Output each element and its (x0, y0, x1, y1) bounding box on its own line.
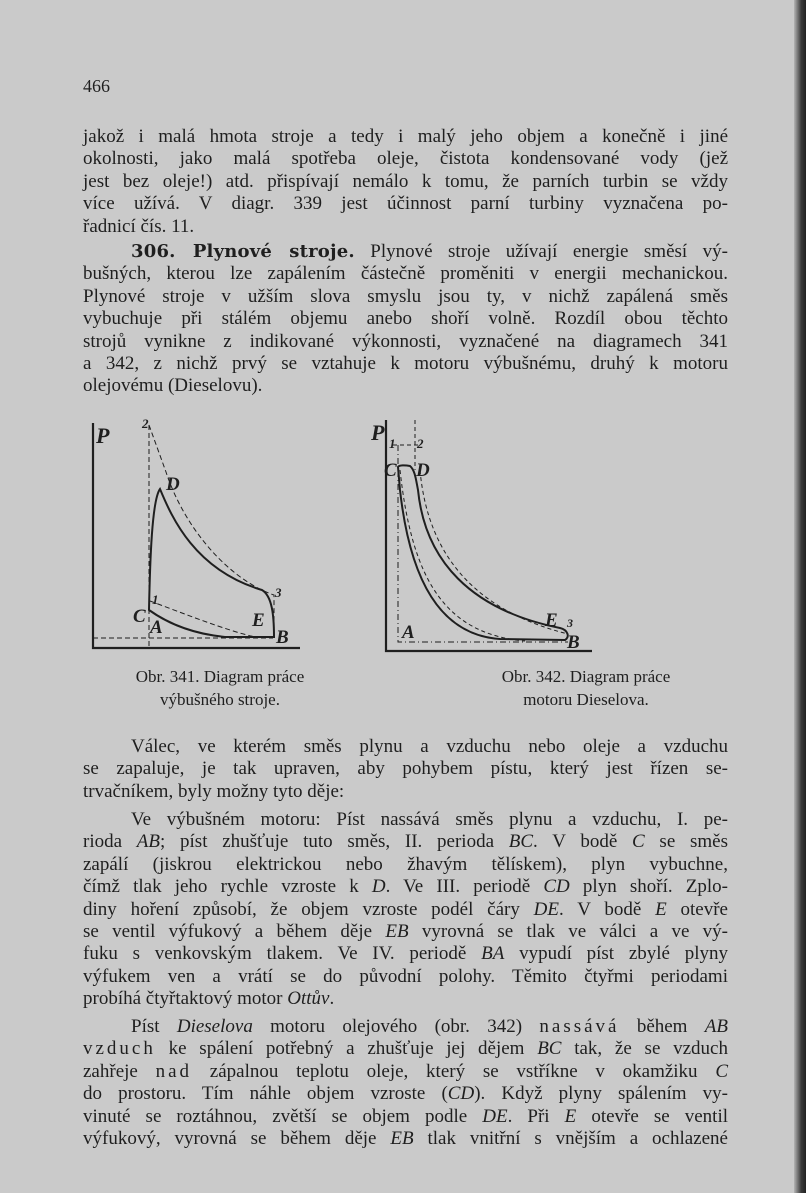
theoretical-compression (150, 601, 255, 637)
text-line (83, 831, 728, 853)
italic-run: Dieselova (176, 1016, 253, 1037)
text-line (83, 854, 728, 876)
text-run: Válec, ve kterém směs plynu a vzduchu nebo oleje a vzduchu (131, 736, 728, 757)
text-run: plyn shoří. Zplo- (569, 876, 728, 898)
spaced-run: nad (155, 1060, 193, 1082)
text-run: rioda (83, 831, 137, 853)
axes (386, 420, 592, 651)
text-line (83, 921, 728, 943)
text-run: . V bodě (533, 831, 632, 853)
text-run: ). Když plyny spálením vy- (474, 1083, 728, 1105)
text-run: vybuchuje při stálém objemu anebo shoří volně. Rozdíl obou těchto (83, 308, 728, 330)
text-run: trvačníkem, byly možny tyto děje: (83, 780, 345, 802)
italic-run: D (371, 876, 386, 898)
fig342-label-p: P (371, 420, 385, 445)
text-run: výfukový, vyrovná se během děje (83, 1128, 391, 1150)
text-run: zahřeje (83, 1060, 156, 1082)
text-run: tak, že se vzduch (561, 1038, 728, 1060)
text-run: zápalnou teplotu oleje, který se vstříkne v okamžiku (192, 1060, 716, 1082)
text-line (83, 899, 728, 921)
text-run: tlak vnitřní s vnějším a ochlazené (413, 1128, 728, 1150)
text-line (83, 1106, 728, 1128)
caption-line: výbušného stroje. (160, 690, 280, 709)
figure-342-diagram (386, 420, 592, 651)
text-run: se směs (644, 831, 728, 853)
fig342-label-3: 3 (567, 616, 573, 630)
text-line (83, 809, 728, 831)
figure-341-caption (100, 665, 340, 711)
fig342-label-e: E (545, 610, 558, 631)
text-run: . Ve III. periodě (385, 876, 544, 898)
paragraph-cylinder (83, 736, 728, 803)
indicator-curve (398, 465, 568, 640)
text-run: vypudí píst zbylé plyny (504, 943, 729, 965)
text-run: ke spálení potřebný a zhušťuje jej dějem (155, 1038, 538, 1060)
text-line (83, 988, 728, 1010)
text-run: vyrovná se tlak ve válci a ve vý- (408, 921, 728, 943)
fig341-label-1: 1 (152, 592, 159, 607)
text-run: Plynové stroje v užším slova smyslu jsou ty, v nichž zapálená směs (83, 285, 728, 307)
italic-run: BC (537, 1038, 562, 1060)
caption-line: Obr. 342. Diagram práce (501, 667, 671, 686)
fig341-label-c: C (133, 606, 146, 627)
text-run: Píst (131, 1016, 177, 1037)
fig341-label-3: 3 (275, 585, 282, 600)
text-run: jest bez oleje!) atd. přispívají nemálo k tomu, že parních turbin se vždy (83, 170, 728, 192)
paragraph-explosion-motor (83, 809, 728, 1011)
fig341-label-2: 2 (142, 416, 149, 431)
text-run: Ve výbušném motoru: Píst nassává směs plynu a vzduchu, I. pe- (131, 809, 728, 830)
text-run: . (329, 988, 335, 1010)
text-run: otevře se ventil (576, 1105, 728, 1127)
fig342-label-d: D (416, 460, 430, 481)
text-line (83, 1038, 728, 1060)
text-line (83, 876, 728, 898)
italic-run: CD (447, 1083, 475, 1105)
text-line (83, 736, 728, 758)
italic-run: C (632, 831, 645, 853)
text-run: Plynové stroje užívají energie směsí vý- (354, 241, 728, 262)
text-run: vinuté se roztáhnou, zvětší se objem podle (83, 1105, 483, 1127)
text-run: motoru olejového (obr. 342) (252, 1016, 540, 1037)
text-line (83, 1016, 728, 1038)
text-run: ; píst zhušťuje tuto směs, II. perioda (160, 831, 509, 853)
text-run: řadnicí čís. 11. (83, 215, 195, 237)
text-line (83, 758, 728, 780)
text-run: okolnosti, jako malá spotřeba oleje, čistota kondensované vody (jež (83, 148, 728, 170)
spaced-run: nassává (539, 1016, 620, 1037)
text-run: bušných, kterou lze zapálením částečně proměniti v energii mechanickou. (83, 263, 728, 285)
italic-run: AB (704, 1016, 728, 1037)
text-run: se zapaluje, je tak upraven, aby pohybem pístu, který jest řízen se- (83, 758, 728, 780)
figure-342-caption (466, 665, 706, 711)
text-run: během (619, 1016, 705, 1037)
italic-run: AB (136, 831, 160, 853)
italic-run: EB (385, 921, 409, 943)
text-run: olejovému (Dieselovu). (83, 375, 263, 397)
italic-run: Ottův (287, 988, 330, 1010)
text-line (83, 1128, 728, 1150)
text-line (83, 1083, 728, 1105)
fig341-label-d: D (166, 474, 180, 495)
text-line (83, 781, 728, 803)
fig342-label-b: B (567, 632, 580, 653)
text-line (83, 943, 728, 965)
italic-run: BC (508, 831, 534, 853)
paragraph-diesel-motor (83, 1016, 728, 1150)
italic-run: C (715, 1060, 728, 1082)
fig341-label-e: E (252, 610, 265, 631)
fig341-label-p: P (96, 423, 110, 448)
italic-run: EB (390, 1128, 414, 1150)
axes (93, 423, 300, 648)
text-run: diny hoření způsobí, že objem vzroste podél čáry (83, 898, 534, 920)
italic-run: DE (533, 898, 559, 920)
caption-line: motoru Dieselova. (523, 690, 649, 709)
text-run: více užívá. V diagr. 339 jest účinnost parní turbiny vyznačena po- (83, 193, 728, 215)
italic-run: DE (482, 1105, 508, 1127)
text-run: . V bodě (559, 898, 656, 920)
text-run: fuku s venkovským tlakem. Ve IV. periodě (83, 943, 482, 965)
text-run: strojů vynikne z indikované výkonnosti, vyznačené na diagramech 341 (83, 330, 728, 352)
italic-run: CD (543, 876, 570, 898)
text-run: . Při (507, 1105, 565, 1127)
spaced-run: vzduch (83, 1038, 156, 1060)
text-run: čímž tlak jeho rychle vzroste k (83, 876, 372, 898)
fig341-label-b: B (276, 627, 289, 648)
text-run: se ventil výfukový a během děje (83, 921, 386, 943)
italic-run: E (564, 1105, 577, 1127)
text-line (83, 1061, 728, 1083)
caption-line: Obr. 341. Diagram práce (135, 667, 305, 686)
fig342-label-a: A (402, 622, 415, 643)
text-run: jakož i malá hmota stroje a tedy i malý jeho objem a konečně i jiné (83, 126, 728, 147)
text-run: do prostoru. Tím náhle objem vzroste ( (83, 1083, 448, 1105)
figure-341-diagram (93, 423, 300, 648)
text-run: a 342, z nichž prvý se vztahuje k motoru výbušnému, druhý k motoru (83, 353, 728, 375)
text-run: otevře (666, 898, 728, 920)
italic-run: E (655, 898, 667, 920)
text-run: výfukem ven a vrátí se do původní polohy. Těmito čtyřmi periodami (83, 965, 728, 987)
text-run: zapálí (jiskrou elektrickou nebo žhavým tělískem), plyn vybuchne, (83, 853, 728, 875)
text-run: probíhá čtyřtaktový motor (83, 988, 288, 1010)
fig341-label-a: A (150, 617, 163, 638)
page-number: 466 (83, 76, 110, 96)
fig342-label-1: 1 (389, 436, 396, 451)
italic-run: BA (481, 943, 505, 965)
section-heading: 306. Plynové stroje. (131, 241, 355, 262)
fig342-label-c: C (384, 460, 397, 481)
text-line (83, 966, 728, 988)
fig342-label-2: 2 (417, 436, 424, 451)
